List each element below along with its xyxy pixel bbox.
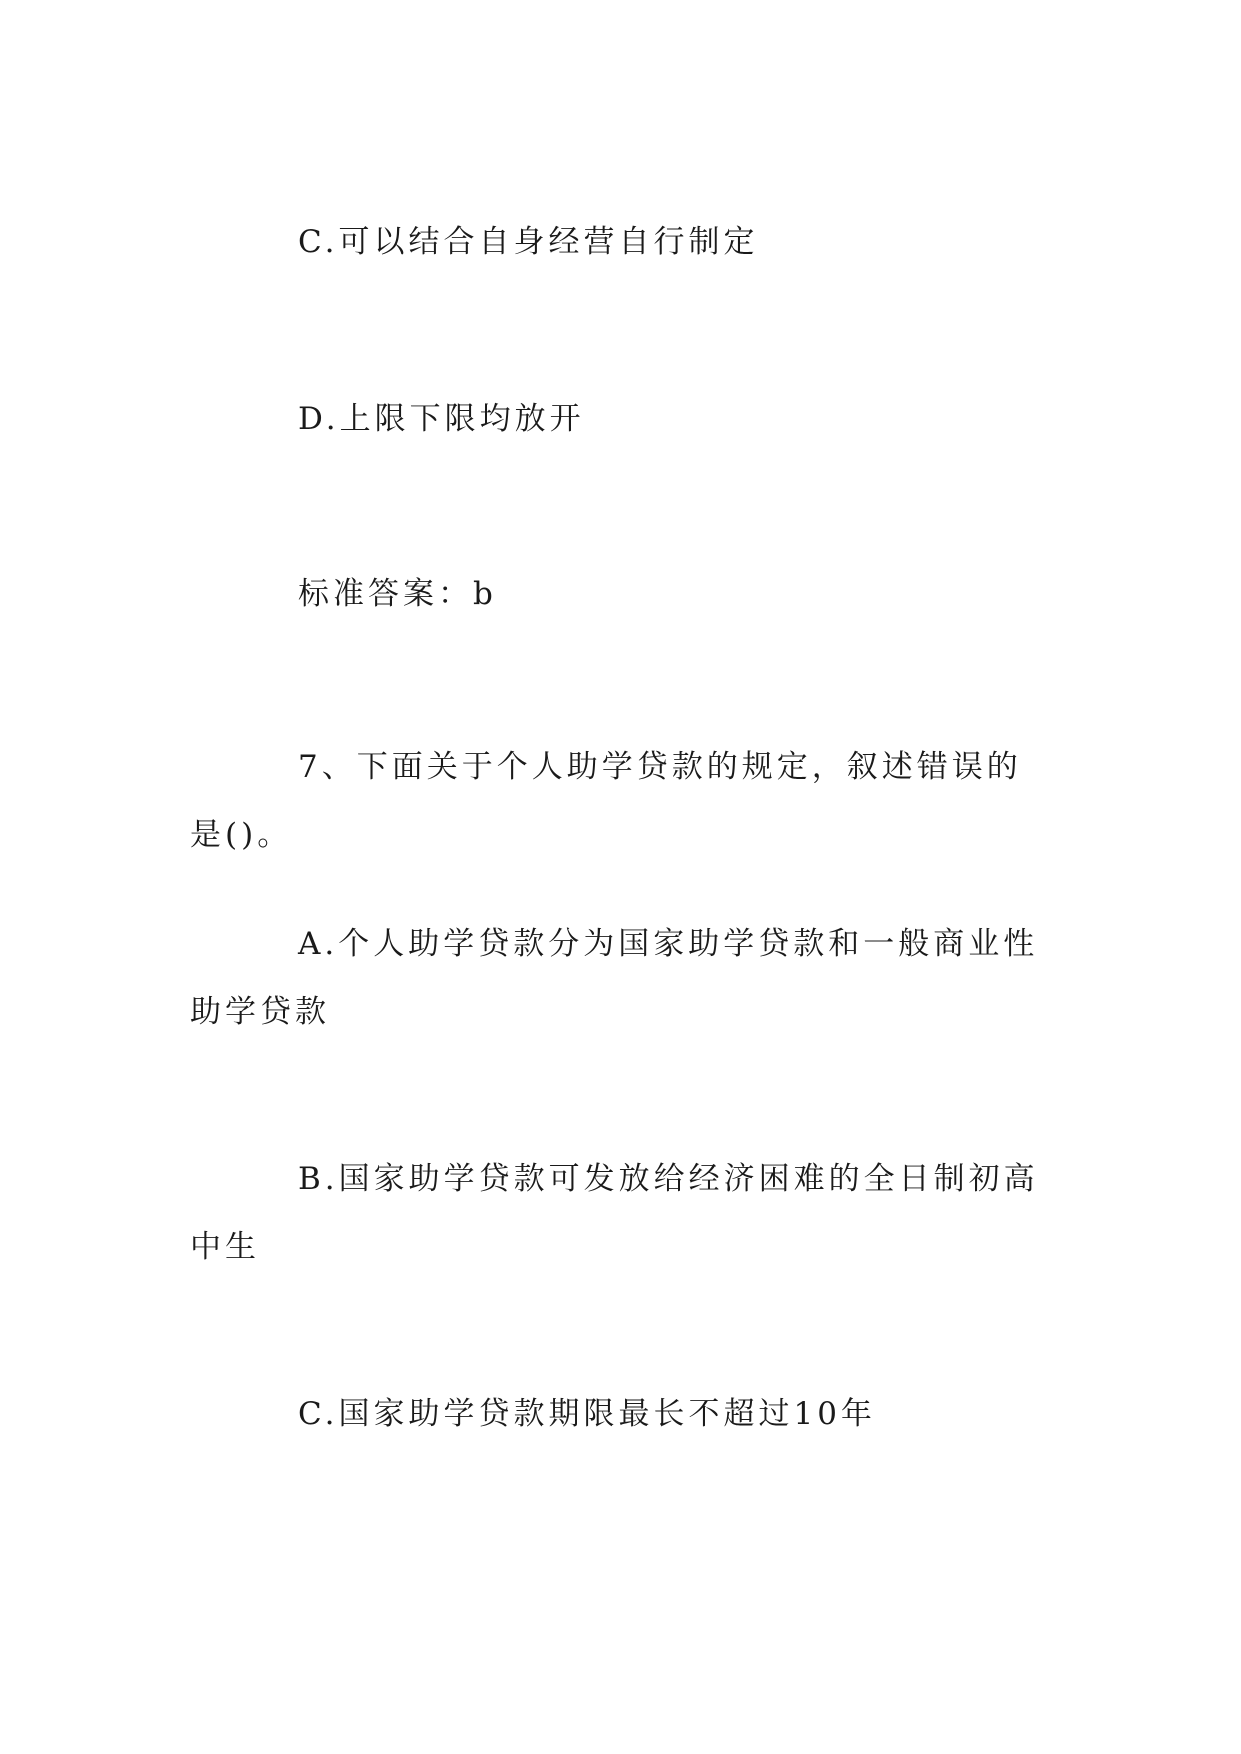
option-c: C.国家助学贷款期限最长不超过10年 [298, 1396, 876, 1432]
standard-answer: 标准答案：b [298, 576, 497, 612]
question-7: 7、下面关于个人助学贷款的规定，叙述错误的是()。 [190, 749, 1022, 853]
option-d-previous: D.上限下限均放开 [298, 401, 585, 437]
option-a: A.个人助学贷款分为国家助学贷款和一般商业性助学贷款 [190, 926, 1039, 1030]
option-c-previous: C.可以结合自身经营自行制定 [298, 224, 759, 260]
option-b: B.国家助学贷款可发放给经济困难的全日制初高中生 [190, 1161, 1039, 1265]
